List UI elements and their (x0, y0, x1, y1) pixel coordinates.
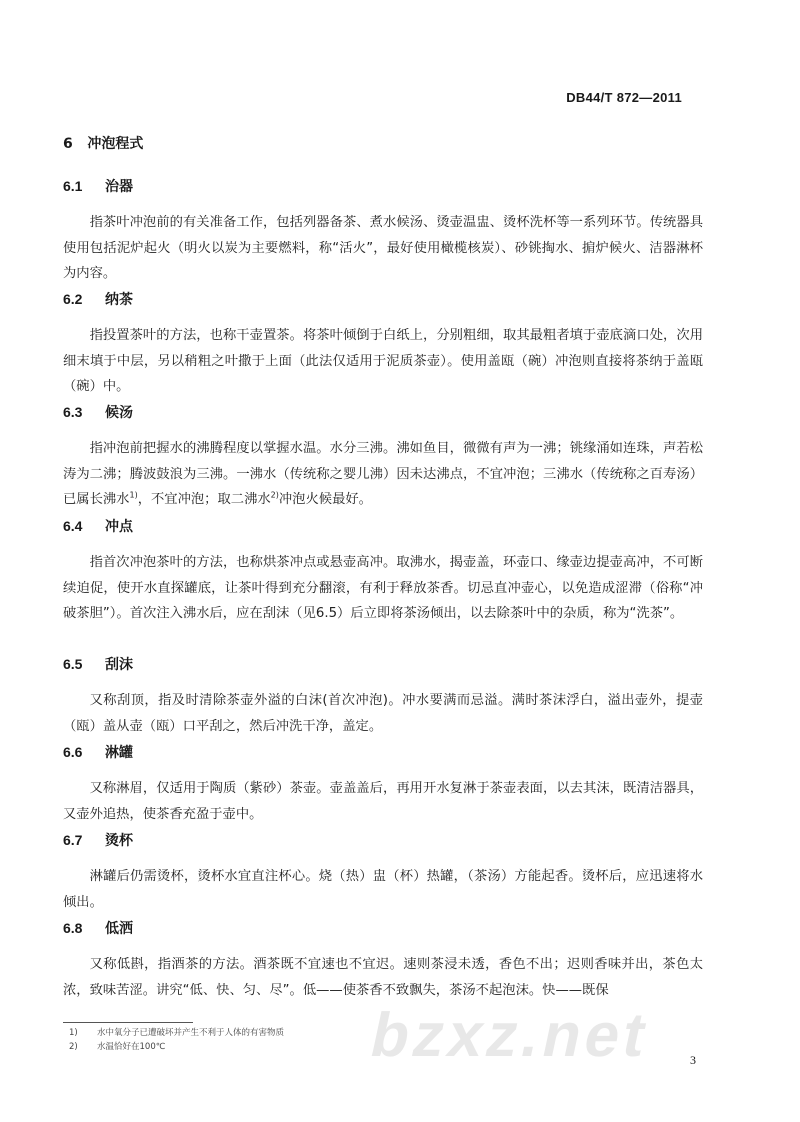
section-paragraph: 指茶叶冲泡前的有关准备工作，包括列器备茶、煮水候汤、烫壶温盅、烫杯洗杯等一系列环节。传统器具使用包括泥炉起火（明火以炭为主要燃料，称“活火”，最好使用橄榄核炭）、砂铫掏水、掮炉候火、洁器淋杯为内容。 (63, 215, 703, 281)
section-paragraph (63, 436, 703, 513)
section-6-7 (63, 829, 703, 915)
footnote-item (63, 1040, 284, 1054)
footnote-mark: 2) (69, 1042, 78, 1052)
section-6-8 (63, 917, 703, 1003)
section-number: 6.8 (63, 920, 83, 936)
paragraph-text: ，不宜冲泡；取二沸水 (137, 492, 271, 507)
section-heading (63, 829, 703, 851)
section-heading (63, 515, 703, 537)
paragraph-text: 冲泡火候最好。 (278, 492, 372, 507)
section-6-6 (63, 741, 703, 827)
watermark: bzxz.net (364, 1001, 656, 1070)
section-title: 淋罐 (105, 745, 133, 761)
section-paragraph: 又称淋眉，仅适用于陶质（紫砂）茶壶。壶盖盖后，再用开水复淋于茶壶表面，以去其沫，既清洁器具，又壶外追热，使茶香充盈于壶中。 (63, 781, 703, 822)
section-title: 治器 (105, 179, 133, 195)
chapter-heading (63, 133, 143, 153)
section-6-4 (63, 515, 703, 627)
section-paragraph: 指投置茶叶的方法，也称干壶置茶。将茶叶倾倒于白纸上，分别粗细，取其最粗者填于壶底滴口处，次用细末填于中层，另以稍粗之叶撒于上面（此法仅适用于泥质茶壶）。使用盖瓯（碗）冲泡则直接将茶纳于盖瓯（碗）中。 (63, 328, 703, 394)
section-number: 6.4 (63, 518, 83, 534)
section-6-1 (63, 175, 703, 287)
section-title: 刮沫 (105, 657, 133, 673)
section-number: 6.5 (63, 656, 83, 672)
section-heading (63, 917, 703, 939)
footnote-mark: 1) (69, 1028, 78, 1038)
section-title: 冲点 (105, 519, 133, 535)
section-paragraph: 指首次冲泡茶叶的方法，也称烘茶冲点或悬壶高冲。取沸水，揭壶盖，环壶口、缘壶边提壶高冲，不可断续迫促，使开水直探罐底，让茶叶得到充分翻滚，有利于释放茶香。切忌直冲壶心，以免造成涩滞（俗称“冲破茶胆”）。首次注入沸水后，应在刮沫（见6.5）后立即将茶汤倾出，以去除茶叶中的杂质，称为“洗茶”。 (63, 555, 703, 621)
footnote-item (63, 1026, 284, 1040)
section-heading (63, 741, 703, 763)
section-number: 6.3 (63, 404, 83, 420)
section-title: 候汤 (105, 405, 133, 421)
section-heading (63, 653, 703, 675)
section-6-5 (63, 653, 703, 739)
footnotes (63, 1026, 284, 1054)
doc-code: DB44/T 872—2011 (566, 90, 682, 105)
section-paragraph: 又称刮顶，指及时清除茶壶外溢的白沫(首次冲泡)。冲水要满而忌溢。满时茶沫浮白，溢出壶外，提壶（瓯）盖从壶（瓯）口平刮之，然后冲洗干净，盖定。 (63, 693, 703, 734)
section-number: 6.1 (63, 178, 83, 194)
chapter-title: 冲泡程式 (87, 136, 144, 152)
section-title: 烫杯 (105, 833, 133, 849)
section-6-3 (63, 401, 703, 513)
section-heading (63, 288, 703, 310)
paragraph-text: 指冲泡前把握水的沸腾程度以掌握水温。水分三沸。沸如鱼目，微微有声为一沸；铫缘涌如连珠，声若松涛为二沸；腾波鼓浪为三沸。一沸水（传统称之婴儿沸）因未达沸点，不宜冲泡；三沸水（传统称之百寿汤）已属长沸水 (63, 441, 703, 507)
section-number: 6.6 (63, 744, 83, 760)
section-heading (63, 175, 703, 197)
section-paragraph: 淋罐后仍需烫杯，烫杯水宜直注杯心。烧（热）盅（杯）热罐，（茶汤）方能起香。烫杯后，应迅速将水倾出。 (63, 869, 703, 910)
section-title: 低洒 (105, 921, 133, 937)
section-paragraph: 又称低斟，指酒茶的方法。酒茶既不宜速也不宜迟。速则茶浸未透，香色不出；迟则香味并出，茶色太浓，致味苦涩。讲究“低、快、匀、尽”。低——使茶香不致飘失，茶汤不起泡沫。快——既保 (63, 957, 703, 998)
section-number: 6.7 (63, 832, 83, 848)
footnote-divider (63, 1022, 193, 1023)
footnote-ref-2[interactable]: 2) (270, 490, 279, 500)
page-number: 3 (690, 1053, 696, 1067)
section-6-2 (63, 288, 703, 400)
section-title: 纳茶 (105, 292, 133, 308)
footnote-text: 水温恰好在100℃ (97, 1042, 166, 1052)
footnote-ref-1[interactable]: 1) (129, 490, 138, 500)
section-heading (63, 401, 703, 423)
section-number: 6.2 (63, 291, 83, 307)
footnote-text: 水中氧分子已遭破坏并产生不利于人体的有害物质 (97, 1028, 285, 1038)
chapter-number: 6 (63, 136, 73, 152)
